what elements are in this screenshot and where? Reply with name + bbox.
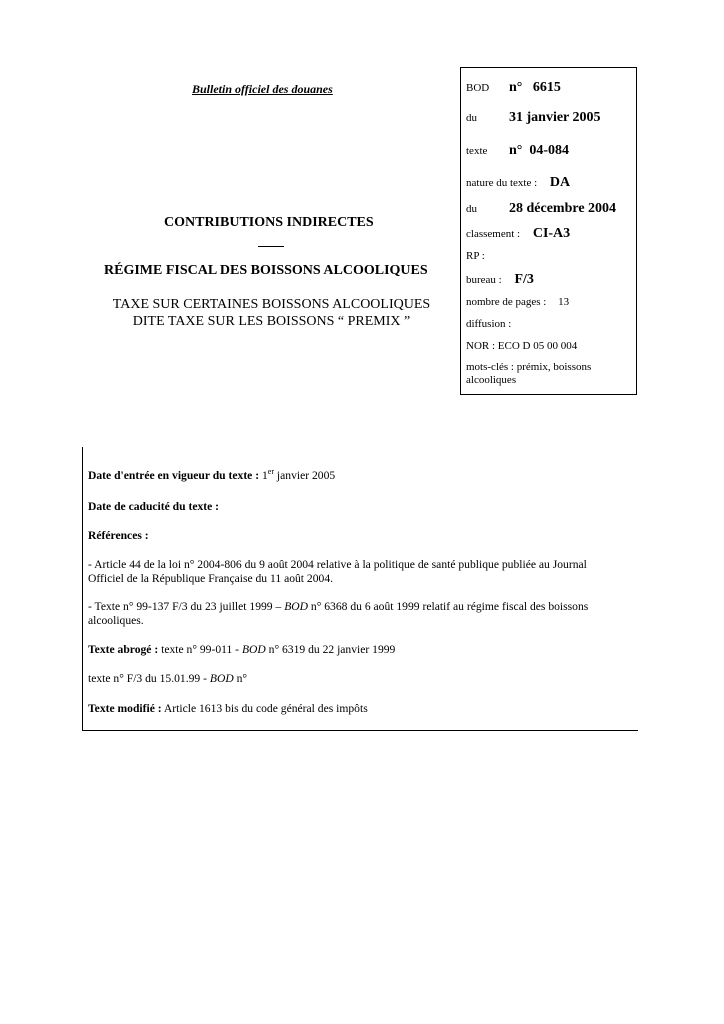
texte-value: n° 04-084 <box>509 143 570 158</box>
abroge-part-b: n° 6319 du 22 janvier 1999 <box>265 643 396 656</box>
document-subtitle <box>100 296 443 330</box>
texte-date-value: 28 décembre 2004 <box>509 201 617 216</box>
modifie-label: Texte modifié : <box>88 702 162 715</box>
subtitle-line-2: DITE TAXE SUR LES BOISSONS “ PREMIX ” <box>132 314 411 329</box>
bod-date-value: 31 janvier 2005 <box>509 110 601 125</box>
texte-f3 <box>88 672 634 686</box>
nor-row: NOR : ECO D 05 00 004 <box>466 340 578 352</box>
bod-date-label: du <box>466 112 477 124</box>
reference-2-part-b: n° 6368 du 6 août 1999 relatif au régime fiscal des boissons <box>308 600 589 613</box>
section-heading: CONTRIBUTIONS INDIRECTES <box>164 215 374 230</box>
texte-row <box>466 143 569 159</box>
reference-1-line-1: - Article 44 de la loi n° 2004-806 du 9 août 2004 relative à la politique de santé publique publiée au Journal <box>88 558 587 571</box>
caducite-label: Date de caducité du texte : <box>88 500 220 513</box>
references-label: Références : <box>88 529 149 542</box>
reference-2-line-2: alcooliques. <box>88 614 144 627</box>
texte-abroge <box>88 643 634 657</box>
diffusion-row: diffusion : <box>466 318 512 330</box>
texte-label: texte <box>466 145 488 157</box>
separator-rule <box>258 246 284 247</box>
reference-2-part-a: - Texte n° 99-137 F/3 du 23 juillet 1999 – <box>88 600 285 613</box>
bureau-label: bureau : <box>466 274 502 286</box>
nature-value: DA <box>549 175 571 190</box>
pages-value: 13 <box>558 296 570 308</box>
reference-1-line-2: Officiel de la République Française du 11 août 2004. <box>88 572 334 585</box>
references-block <box>82 447 638 731</box>
entree-vigueur <box>88 469 634 483</box>
nature-row <box>466 175 570 191</box>
entree-label: Date d'entrée en vigueur du texte : <box>88 469 260 482</box>
bod-value: n° 6615 <box>509 80 561 95</box>
abroge-bod: BOD <box>241 643 266 656</box>
texte-modifie <box>88 702 634 716</box>
classement-label: classement : <box>466 228 521 240</box>
bureau-row <box>466 272 534 288</box>
nature-label: nature du texte : <box>466 177 538 189</box>
texte-date-row <box>466 201 616 217</box>
pages-label: nombre de pages : <box>466 296 547 308</box>
entree-rest: janvier 2005 <box>276 469 336 482</box>
reference-2-bod: BOD <box>284 600 309 613</box>
entree-day: 1 <box>262 469 268 482</box>
document-title: RÉGIME FISCAL DES BOISSONS ALCOOLIQUES <box>104 263 428 278</box>
rp-row: RP : <box>466 250 485 262</box>
modifie-value: Article 1613 bis du code général des impôts <box>161 702 368 715</box>
abroge-part-a: texte n° 99-011 - <box>158 643 242 656</box>
document-info-box <box>460 67 637 395</box>
texte-f3-part-b: n° <box>233 672 248 685</box>
classement-row <box>466 226 570 242</box>
reference-2 <box>88 600 634 628</box>
texte-date-label: du <box>466 203 477 215</box>
motscles-line-2: alcooliques <box>466 374 517 386</box>
reference-1 <box>88 558 634 586</box>
subtitle-line-1: TAXE SUR CERTAINES BOISSONS ALCOOLIQUES <box>112 297 431 312</box>
texte-f3-part-a: texte n° F/3 du 15.01.99 - <box>88 672 210 685</box>
motscles-row <box>466 361 591 387</box>
bod-label: BOD <box>466 82 490 94</box>
bureau-value: F/3 <box>514 272 534 287</box>
bulletin-title: Bulletin officiel des douanes <box>192 82 333 96</box>
bod-date-row <box>466 110 601 126</box>
classement-value: CI-A3 <box>532 226 571 241</box>
bod-row <box>466 80 561 96</box>
pages-row <box>466 296 569 308</box>
entree-sup: er <box>267 467 275 477</box>
texte-f3-bod: BOD <box>209 672 234 685</box>
abroge-label: Texte abrogé : <box>88 643 159 656</box>
motscles-line-1: mots-clés : prémix, boissons <box>466 361 592 373</box>
